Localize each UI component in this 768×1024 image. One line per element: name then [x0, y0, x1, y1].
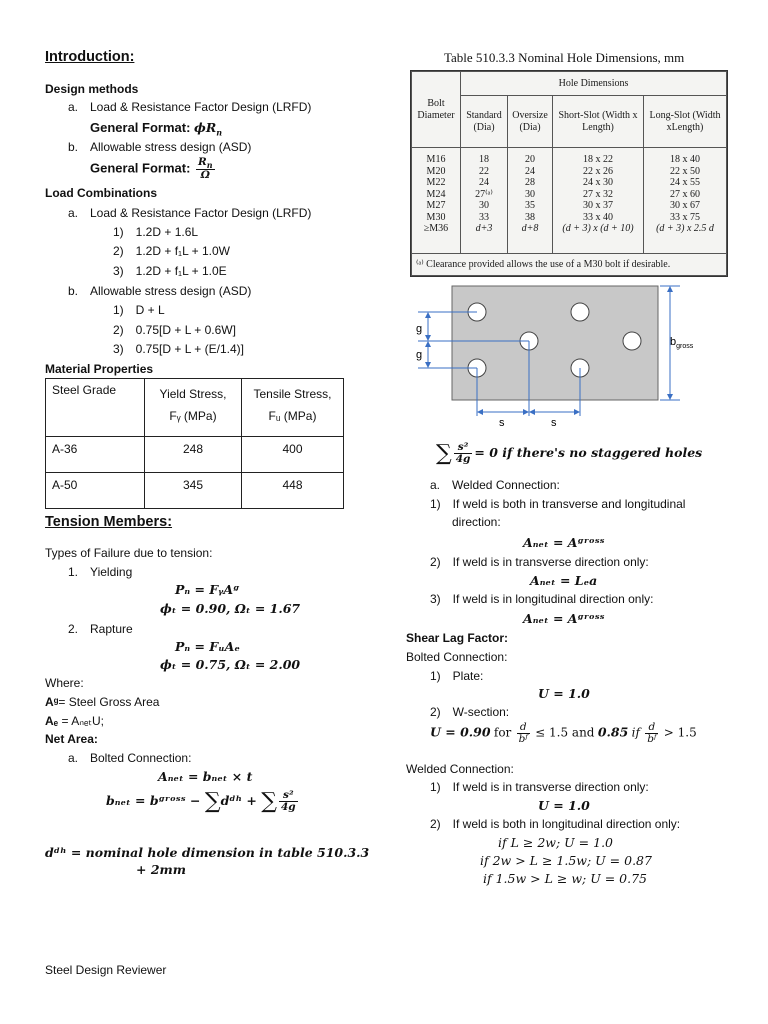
- table-row: M16 M20 M22 M24 M27 M30 ≥M36 18 22 24 27⁽ᵃ⁾ 30 33 d+3 20 24 28 30 35 38 d+8 18 x 22 22 x 26 24 x 30 27 x 32 30 x 37 33 x 40 (d + 3) x (d + 10) 18 x 40 22 x 50 24 x 55 27 x 60 30 x 67 33 x 75 (d + 3) x 2.5 d: [412, 148, 727, 254]
- footer: Steel Design Reviewer: [45, 963, 167, 977]
- rupture-eq1: Pₙ = FᵤAₑ: [175, 639, 240, 654]
- lc-asd-2: 2) 0.75[D + L + 0.6W]: [113, 323, 236, 337]
- rupture-label: 2. Rapture: [68, 622, 133, 636]
- shear-lag-heading: Shear Lag Factor:: [406, 631, 509, 645]
- material-heading: Material Properties: [45, 362, 154, 376]
- material-table: [45, 378, 344, 509]
- mat-header-tensile: Tensile Stress, Fᵤ (MPa): [242, 379, 344, 437]
- stagger-note: ∑ $\frac{\text{s²}}{4g}$ = 0 if there's no staggered holes: [436, 440, 703, 466]
- load-combinations-heading: Load Combinations: [45, 186, 157, 200]
- mat-grade: A-50: [46, 473, 145, 509]
- design-methods-heading: Design methods: [45, 82, 139, 96]
- wc-eq-2: if 2w > L ≥ 1.5w; U = 0.87: [480, 853, 652, 868]
- s-label: s: [499, 417, 505, 429]
- hole-table-image: [410, 70, 728, 277]
- mat-fy: 248: [145, 437, 242, 473]
- weld-case-1: 1) If weld is both in transverse and longitudinal: [430, 497, 686, 511]
- ae-def: Aₑ = AₙₑₜU;: [45, 714, 104, 728]
- welded-connection: a. Welded Connection:: [430, 478, 560, 492]
- ag-def: Aᵍ= Steel Gross Area: [45, 695, 160, 709]
- weld-case-3: 3) If weld is in longitudinal direction only:: [430, 592, 654, 606]
- tension-heading: Tension Members:: [45, 514, 173, 530]
- bnet-eq: bₙₑₜ = bᵍʳᵒˢˢ − ∑dᵈʰ + ∑ $\frac{\text{s²}}{4g}$: [106, 788, 296, 814]
- bolt-hole: [571, 303, 589, 321]
- ddh-definition: dᵈʰ = nominal hole dimension in table 510.3.3: [45, 845, 370, 860]
- asd-general-format: General Format: $\frac{R_n}{\Omega}$: [90, 156, 213, 182]
- mat-header-grade: Steel Grade: [46, 379, 145, 437]
- wc-case-1: 1) If weld is in transverse direction only:: [430, 780, 649, 794]
- weld-case-1b: direction:: [452, 515, 501, 529]
- mat-fy: 345: [145, 473, 242, 509]
- hole-table-caption: Table 510.3.3 Nominal Hole Dimensions, mm: [444, 50, 685, 65]
- col-short-slot: Short-Slot (Width x Length): [553, 96, 644, 148]
- col-oversize: Oversize (Dia): [508, 96, 553, 148]
- bolt-pattern-diagram: [408, 280, 708, 432]
- lc-lrfd-3: 3) 1.2D + f₁L + 1.0E: [113, 264, 227, 278]
- welded-conn-label: Welded Connection:: [406, 762, 514, 776]
- lc-lrfd-2: 2) 1.2D + f₁L + 1.0W: [113, 244, 230, 258]
- col-long-slot: Long-Slot (Width xLength): [644, 96, 727, 148]
- plate-label: 1) Plate:: [430, 669, 484, 683]
- yield-eq2: ϕₜ = 0.90, Ωₜ = 1.67: [160, 601, 301, 616]
- yielding-label: 1. Yielding: [68, 565, 133, 579]
- wc-eq-1: if L ≥ 2w; U = 1.0: [498, 835, 613, 850]
- lc-lrfd-1: 1) 1.2D + 1.6L: [113, 225, 199, 239]
- net-area-heading: Net Area:: [45, 732, 98, 746]
- g-label: g: [416, 349, 423, 361]
- bolted-conn-label: Bolted Connection:: [406, 650, 508, 664]
- lc-asd-1: 1) D + L: [113, 303, 165, 317]
- weld-case-3-eq: Aₙₑₜ = Aᵍʳᵒˢˢ: [523, 611, 605, 626]
- intro-heading: Introduction:: [45, 49, 135, 65]
- lrfd-item: a. Load & Resistance Factor Design (LRFD): [68, 100, 312, 114]
- wc-case-1-eq: U = 1.0: [538, 798, 590, 813]
- hole-header: Hole Dimensions: [461, 72, 727, 96]
- asd-item: b. Allowable stress design (ASD): [68, 140, 252, 154]
- col-standard: Standard (Dia): [461, 96, 508, 148]
- plate-eq: U = 1.0: [538, 686, 590, 701]
- wc-case-2: 2) If weld is both in longitudinal direction only:: [430, 817, 681, 831]
- weld-case-1-eq: Aₙₑₜ = Aᵍʳᵒˢˢ: [523, 535, 605, 550]
- bolted-connection: a. Bolted Connection:: [68, 751, 192, 765]
- mat-header-yield: Yield Stress, Fᵧ (MPa): [145, 379, 242, 437]
- anet-eq: Aₙₑₜ = bₙₑₜ × t: [158, 769, 253, 784]
- bolt-hole: [623, 332, 641, 350]
- mat-fu: 400: [242, 437, 344, 473]
- rupture-eq2: ϕₜ = 0.75, Ωₜ = 2.00: [160, 657, 301, 672]
- table-row: [46, 437, 344, 473]
- failure-types: Types of Failure due to tension:: [45, 546, 213, 560]
- s-label: s: [551, 417, 557, 429]
- lc-lrfd: a. Load & Resistance Factor Design (LRFD): [68, 206, 312, 220]
- wc-eq-3: if 1.5w > L ≥ w; U = 0.75: [483, 871, 647, 886]
- lrfd-general-format: General Format: $\phi R_n$: [90, 120, 223, 138]
- ddh-definition-2: + 2mm: [136, 862, 186, 877]
- wsection-label: 2) W-section:: [430, 705, 510, 719]
- weld-case-2: 2) If weld is in transverse direction only:: [430, 555, 649, 569]
- mat-fu: 448: [242, 473, 344, 509]
- lc-asd-3: 3) 0.75[D + L + (E/1.4)]: [113, 342, 244, 356]
- mat-grade: A-36: [46, 437, 145, 473]
- where-label: Where:: [45, 676, 84, 690]
- g-label: g: [416, 323, 423, 335]
- table-row: [46, 473, 344, 509]
- hole-table-footnote: ⁽ᵃ⁾ Clearance provided allows the use of a M30 bolt if desirable.: [412, 254, 727, 276]
- lc-asd: b. Allowable stress design (ASD): [68, 284, 252, 298]
- wsection-eq: U = 0.90 for $\frac{d}{\text{bᶠ}}$ ≤ 1.5 and 0.85 if $\frac{d}{\text{bᶠ}}$ > 1.5: [430, 721, 697, 746]
- yield-eq1: Pₙ = FᵧAᵍ: [175, 582, 240, 597]
- bgross-label: $b_{gross}$: [670, 336, 694, 350]
- bolt-header: Bolt Diameter: [412, 72, 461, 148]
- weld-case-2-eq: Aₙₑₜ = Lₑa: [530, 573, 598, 588]
